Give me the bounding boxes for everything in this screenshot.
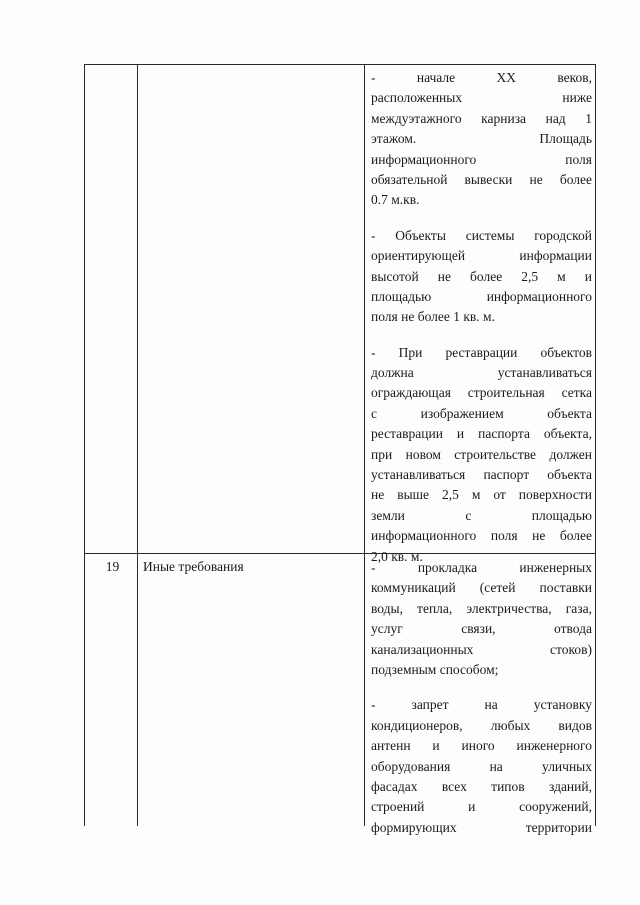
text-line: высотой не более 2,5 м и (371, 268, 592, 284)
text-line: строений и сооружений, (371, 799, 592, 815)
text-line: - прокладка инженерных (371, 560, 592, 575)
text-line: - запрет на установку (371, 697, 592, 713)
requirement-paragraph (371, 343, 592, 567)
table-right-border (595, 64, 596, 826)
text-line: междуэтажного карниза над 1 (371, 110, 592, 126)
row-19-requirements (371, 558, 592, 853)
requirement-paragraph (371, 558, 592, 680)
text-line: не выше 2,5 м от поверхности (371, 487, 592, 503)
text-line: кондиционеров, любых видов (371, 717, 592, 733)
text-line: устанавливаться паспорт объекта (371, 467, 592, 483)
text-line: при новом строительстве должен (371, 446, 592, 462)
text-line: расположенных ниже (371, 90, 592, 106)
text-line: ориентирующей информации (371, 248, 592, 264)
text-line: - начале XX веков, (371, 70, 592, 85)
text-line: обязательной вывески не более (371, 171, 592, 187)
text-line: воды, тепла, электричества, газа, (371, 600, 592, 616)
text-line: канализационных стоков) (371, 641, 592, 657)
text-line: формирующих территории (371, 819, 592, 835)
requirement-paragraph (371, 695, 592, 838)
row-name: Иные требования (143, 559, 244, 574)
text-line: реставрации и паспорта объекта, (371, 426, 592, 442)
text-line: с изображением объекта (371, 405, 592, 421)
row-number: 19 (105, 559, 120, 574)
text-line: антенн и иного инженерного (371, 738, 592, 754)
text-line: этажом. Площадь (371, 131, 592, 147)
text-line: информационного поля не более (371, 528, 592, 544)
column-separator-2 (364, 64, 365, 826)
text-line: информационного поля (371, 151, 592, 167)
text-line: фасадах всех типов зданий, (371, 778, 592, 794)
text-line: 2,0 кв. м. (371, 548, 423, 564)
requirement-paragraph (371, 226, 592, 328)
text-line: - Объекты системы городской (371, 227, 592, 243)
text-line: площадью информационного (371, 288, 592, 304)
text-line: подземным способом; (371, 661, 499, 677)
row-prev-requirements (371, 68, 592, 582)
text-line: 0.7 м.кв. (371, 192, 420, 208)
column-separator-1 (137, 64, 138, 826)
text-line: должна устанавливаться (371, 365, 592, 381)
text-line: оборудования на уличных (371, 758, 592, 774)
text-line: поля не более 1 кв. м. (371, 309, 495, 325)
text-line: земли с площадью (371, 507, 592, 523)
table-top-border (84, 64, 596, 65)
table-left-border (84, 64, 85, 826)
text-line: - При реставрации объектов (371, 344, 592, 360)
text-line: коммуникаций (сетей поставки (371, 580, 592, 596)
text-line: ограждающая строительная сетка (371, 385, 592, 401)
text-line: услуг связи, отвода (371, 621, 592, 637)
requirement-paragraph (371, 68, 592, 211)
